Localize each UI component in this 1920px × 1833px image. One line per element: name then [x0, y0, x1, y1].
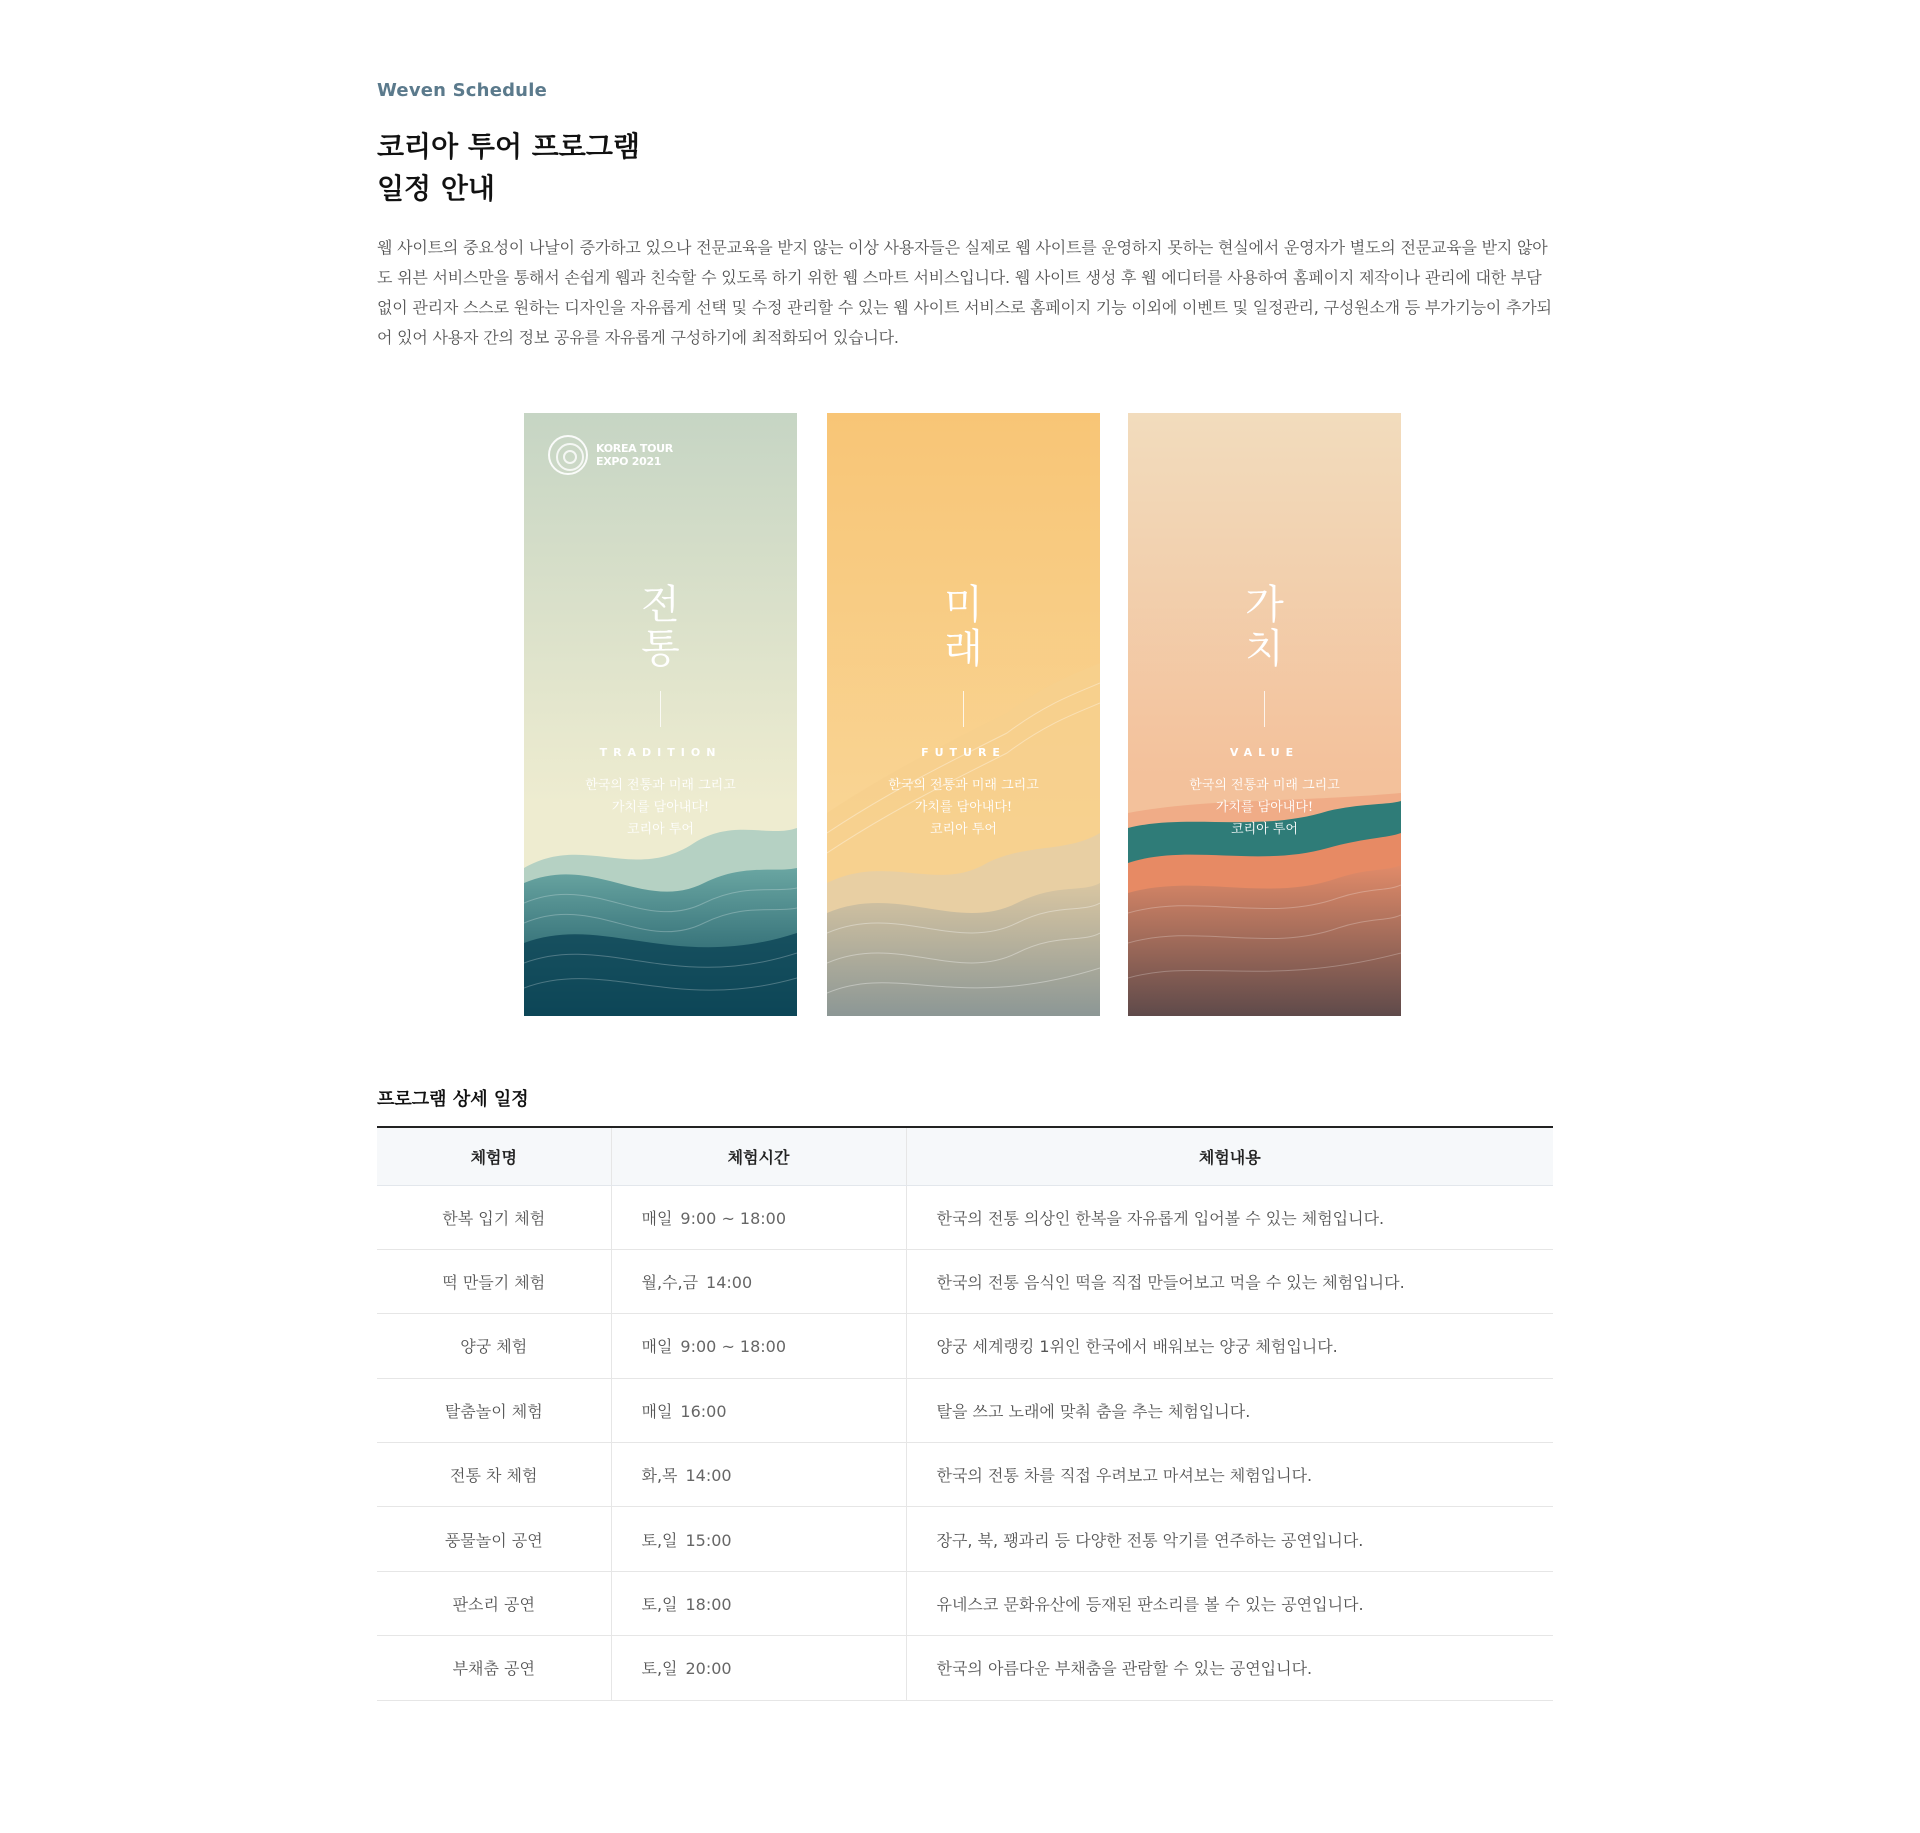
- banner-char-1: 전: [641, 582, 680, 628]
- program-time: [611, 1314, 906, 1378]
- program-time: [611, 1507, 906, 1571]
- program-hours: 14:00: [685, 1466, 732, 1486]
- table-row: [377, 1443, 1553, 1507]
- program-content: 한국의 아름다운 부채춤을 관람할 수 있는 공연입니다.: [906, 1636, 1553, 1700]
- table-header-row: [377, 1127, 1553, 1185]
- program-section-title: 프로그램 상세 일정: [377, 1089, 529, 1110]
- banner-divider: [660, 691, 661, 727]
- column-header-time: 체험시간: [611, 1127, 906, 1185]
- banner-char-1: 미: [944, 582, 983, 628]
- banner-gallery: [524, 413, 1401, 1016]
- program-days: 매일: [641, 1208, 673, 1228]
- banner-char-2: 치: [1245, 626, 1284, 672]
- program-schedule-table: [377, 1126, 1553, 1701]
- table-row: [377, 1636, 1553, 1700]
- program-hours: 14:00: [706, 1273, 753, 1293]
- expo-logo-text: KOREA TOUR EXPO 2021: [596, 442, 673, 468]
- table-row: [377, 1507, 1553, 1571]
- program-time: [611, 1443, 906, 1507]
- program-name: 부채춤 공연: [377, 1636, 611, 1700]
- program-hours: 20:00: [685, 1659, 732, 1679]
- banner-copy: 한국의 전통과 미래 그리고 가치를 담아내다! 코리아 투어: [585, 778, 736, 837]
- program-days: 토,일: [641, 1659, 678, 1679]
- banner-english-label: VALUE: [1229, 746, 1300, 759]
- program-hours: 9:00 ~ 18:00: [680, 1337, 787, 1357]
- program-days: 매일: [641, 1337, 673, 1357]
- banner-copy: 한국의 전통과 미래 그리고 가치를 담아내다! 코리아 투어: [1189, 778, 1340, 837]
- banner-char-1: 가: [1245, 582, 1284, 628]
- page-title: [377, 126, 640, 210]
- banner-tradition[interactable]: [524, 413, 797, 1016]
- program-content: 한국의 전통 차를 직접 우려보고 마셔보는 체험입니다.: [906, 1443, 1553, 1507]
- banner-copy: 한국의 전통과 미래 그리고 가치를 담아내다! 코리아 투어: [888, 778, 1039, 837]
- program-days: 매일: [641, 1401, 673, 1421]
- banner-divider: [1264, 691, 1265, 727]
- program-content: 한국의 전통 의상인 한복을 자유롭게 입어볼 수 있는 체험입니다.: [906, 1185, 1553, 1249]
- expo-logo: [548, 435, 673, 475]
- table-row: [377, 1249, 1553, 1313]
- table-row: [377, 1185, 1553, 1249]
- page-description: 웹 사이트의 중요성이 나날이 증가하고 있으나 전문교육을 받지 않는 이상 사용자들은 실제로 웹 사이트를 운영하지 못하는 현실에서 운영자가 별도의 전문교육을 받지 않아도 위븐 서비스만을 통해서 손쉽게 웹과 친숙할 수 있도록 하기 위한 웹 스마트 서비스입니다. 웹 사이트 생성 후 웹 에디터를 사용하여 홈페이지 제작이나 관리에 대한 부담없이 관리자 스스로 원하는 디자인을 자유롭게 선택 및 수정 관리할 수 있는 웹 사이트 서비스로 홈페이지 기능 이외에 이벤트 및 일정관리, 구성원소개 등 부가기능이 추가되어 있어 사용자 간의 정보 공유를 자유롭게 구성하기에 최적화되어 있습니다.: [377, 238, 1552, 347]
- program-days: 토,일: [641, 1595, 678, 1615]
- program-name: 풍물놀이 공연: [377, 1507, 611, 1571]
- program-time: [611, 1571, 906, 1635]
- banner-future[interactable]: [827, 413, 1100, 1016]
- banner-value[interactable]: [1128, 413, 1401, 1016]
- banner-english-label: FUTURE: [921, 746, 1006, 759]
- column-header-content: 체험내용: [906, 1127, 1553, 1185]
- program-days: 월,수,금: [641, 1273, 699, 1293]
- program-days: 토,일: [641, 1530, 678, 1550]
- program-content: 탈을 쓰고 노래에 맞춰 춤을 추는 체험입니다.: [906, 1378, 1553, 1442]
- program-days: 화,목: [641, 1466, 678, 1486]
- program-hours: 15:00: [685, 1530, 732, 1550]
- table-row: [377, 1571, 1553, 1635]
- expo-logo-icon: [548, 435, 588, 475]
- page-title-line2: 일정 안내: [377, 172, 495, 205]
- program-name: 한복 입기 체험: [377, 1185, 611, 1249]
- program-hours: 9:00 ~ 18:00: [680, 1208, 787, 1228]
- program-content: 유네스코 문화유산에 등재된 판소리를 볼 수 있는 공연입니다.: [906, 1571, 1553, 1635]
- program-name: 떡 만들기 체험: [377, 1249, 611, 1313]
- section-eyebrow: Weven Schedule: [377, 80, 547, 101]
- program-content: 한국의 전통 음식인 떡을 직접 만들어보고 먹을 수 있는 체험입니다.: [906, 1249, 1553, 1313]
- program-content: 장구, 북, 꽹과리 등 다양한 전통 악기를 연주하는 공연입니다.: [906, 1507, 1553, 1571]
- table-row: [377, 1378, 1553, 1442]
- table-row: [377, 1314, 1553, 1378]
- banner-english-label: TRADITION: [599, 746, 722, 759]
- program-time: [611, 1249, 906, 1313]
- program-hours: 16:00: [680, 1401, 727, 1421]
- program-name: 양궁 체험: [377, 1314, 611, 1378]
- banner-char-2: 통: [641, 626, 680, 672]
- program-name: 탈춤놀이 체험: [377, 1378, 611, 1442]
- program-time: [611, 1636, 906, 1700]
- table-body: [377, 1185, 1553, 1700]
- program-name: 판소리 공연: [377, 1571, 611, 1635]
- program-name: 전통 차 체험: [377, 1443, 611, 1507]
- program-content: 양궁 세계랭킹 1위인 한국에서 배워보는 양궁 체험입니다.: [906, 1314, 1553, 1378]
- column-header-name: 체험명: [377, 1127, 611, 1185]
- page-title-line1: 코리아 투어 프로그램: [377, 130, 640, 163]
- program-time: [611, 1185, 906, 1249]
- banner-divider: [963, 691, 964, 727]
- banner-char-2: 래: [944, 626, 983, 672]
- program-hours: 18:00: [685, 1595, 732, 1615]
- program-time: [611, 1378, 906, 1442]
